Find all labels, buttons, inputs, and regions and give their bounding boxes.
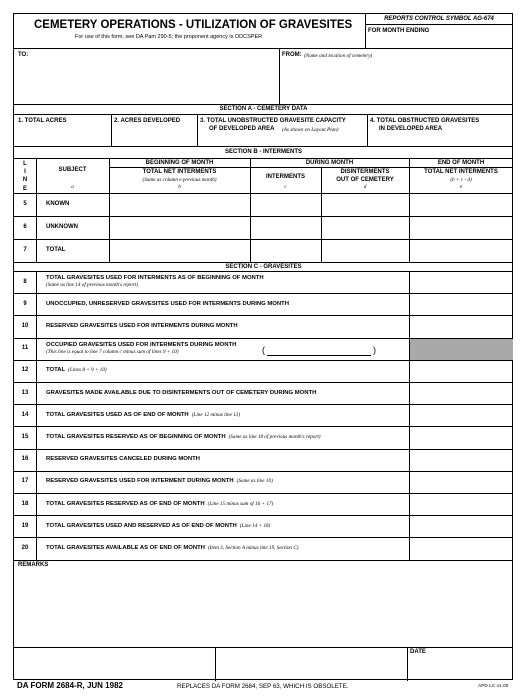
row-label-text: UNOCCUPIED, UNRESERVED GRAVESITES USED FOR INTERMENTS DURING MONTH [46,300,289,307]
total-net-interments-b: TOTAL NET INTERMENTS [142,169,217,175]
row-label-text: TOTAL GRAVESITES USED AS OF END OF MONTH [46,411,189,418]
reports-control-symbol: REPORTS CONTROL SYMBOL AG-674 [384,16,494,22]
section-b-title: SECTION B - INTERMENTS [224,149,302,155]
line-column-header [14,160,36,193]
gravesite-row-20 [14,537,513,559]
row-label-text: TOTAL GRAVESITES USED AND RESERVED AS OF END OF MONTH [46,522,237,529]
gravesite-row-16 [14,449,513,471]
line-number: 15 [21,433,29,440]
gravesite-row-12 [14,360,513,382]
known-col-e-field[interactable] [411,195,511,214]
signature-field[interactable] [16,656,213,679]
known-col-b-field[interactable] [111,195,248,214]
gravesite-row-17 [14,471,513,493]
row-label [46,434,321,440]
during-month-header: DURING MONTH [305,160,354,166]
line-number: 14 [21,411,29,418]
from-hint: (Name and location of cemetery) [304,52,373,59]
capacity-hint: (As shown on Layout Plan) [282,126,339,133]
table-row-7 [14,239,513,262]
line-letter: I [24,169,26,176]
row-label [46,545,299,551]
line-number: 13 [21,389,29,396]
unknown-col-b-field[interactable] [111,218,248,237]
beginning-of-month-header: BEGINNING OF MONTH [145,160,214,166]
shaded-cell [410,339,513,360]
gravesite-row-14 [14,404,513,426]
line-number: 6 [23,224,27,230]
line-number: 16 [21,456,29,463]
gravesite-row-13 [14,382,513,404]
formula-e: (b + c - d) [450,177,472,183]
row-label [46,323,238,329]
row-subject: TOTAL [46,247,66,253]
row-label-text: GRAVESITES MADE AVAILABLE DUE TO DISINTERMENTS OUT OF CEMETERY DURING MONTH [46,389,317,396]
row-subject: KNOWN [46,201,70,207]
total-acres-label: 1. TOTAL ACRES [18,118,67,124]
line-18-value-field[interactable] [411,495,511,513]
line-number: 12 [21,367,29,374]
gravesite-row-8 [14,271,513,293]
line-10-value-field[interactable] [411,317,511,335]
for-month-ending-field[interactable] [366,36,512,47]
line-19-value-field[interactable] [411,517,511,535]
unknown-col-e-field[interactable] [411,218,511,237]
row-label [46,523,270,529]
row-label [46,456,200,462]
form-number: DA FORM 2684-R, JUN 1982 [17,681,123,690]
total-col-e-field[interactable] [411,241,511,260]
line-12-value-field[interactable] [411,362,511,380]
line-number: 5 [23,201,27,207]
table-row-5 [14,193,513,216]
disinterments-header-2: OUT OF CEMETERY [336,177,394,183]
col-b-letter: b [178,184,181,190]
known-col-c-field[interactable] [252,195,319,214]
row-label-text: TOTAL [46,367,66,374]
line-number: 18 [21,500,29,507]
total-net-interments-e: TOTAL NET INTERMENTS [424,169,498,175]
for-month-ending-label: FOR MONTH ENDING [368,28,430,34]
row-label-text: RESERVED GRAVESITES CANCELED DURING MONTH [46,456,200,463]
form-title: CEMETERY OPERATIONS - UTILIZATION OF GRAVESITES [34,19,353,31]
line-13-value-field[interactable] [411,384,511,402]
line-number: 8 [23,278,27,285]
row-note: (Line 12 minus line 13) [191,411,241,418]
date-field[interactable] [409,656,511,679]
known-col-d-field[interactable] [323,195,407,214]
line-number: 17 [21,478,29,485]
version-label: APD LC v1.00 [478,684,509,689]
section-a-title: SECTION A - CEMETERY DATA [219,106,308,112]
line-number: 11 [21,345,29,352]
acres-developed-label: 2. ACRES DEVELOPED [114,118,181,124]
unknown-col-d-field[interactable] [323,218,407,237]
interments-header: INTERMENTS [266,174,305,180]
row-note: (Same as line 10) [236,478,273,485]
row-label [46,478,273,484]
row-label-text: OCCUPIED GRAVESITES USED FOR INTERMENTS DURING MONTH [46,341,237,348]
gravesite-row-9 [14,293,513,315]
row-label [46,301,289,307]
row-label [46,367,107,373]
line-15-value-field[interactable] [411,428,511,446]
paren-close: ) [373,345,376,355]
disinterments-header-1: DISINTERMENTS [340,169,390,175]
row-note: (Same as line 14 of previous month's report) [46,282,138,288]
remarks-label: REMARKS [18,562,49,568]
capacity-field[interactable] [199,134,365,145]
acres-developed-field[interactable] [113,134,195,145]
line-14-value-field[interactable] [411,406,511,424]
obstructed-label-line1: 4. TOTAL OBSTRUCTED GRAVESITES [370,118,480,124]
form-container [13,13,513,680]
row-label [46,390,316,396]
total-col-b-field[interactable] [111,241,248,260]
total-col-d-field[interactable] [323,241,407,260]
row-note: (Lines 8 + 9 + 10) [68,367,107,374]
from-field[interactable] [282,60,511,102]
row-note: (Same as line 18 of previous month's report) [228,433,321,440]
row-subject: UNKNOWN [46,224,78,230]
date-label: DATE [410,649,426,655]
occupied-gravesites-field[interactable] [267,345,371,356]
line-letter: N [22,177,28,184]
row-note: (Item 3, Section A minus line 19, Section C) [207,544,299,551]
col-e-letter: e [459,184,463,190]
row-label-text: RESERVED GRAVESITES USED FOR INTERMENT DURING MONTH [46,478,234,485]
gravesite-row-19 [14,515,513,537]
row-label-text: TOTAL GRAVESITES USED FOR INTERMENTS AS OF BEGINNING OF MONTH [46,275,264,281]
line-number: 19 [21,522,29,529]
table-row-6 [14,216,513,239]
col-d-letter: d [363,184,367,190]
from-label: FROM: [282,52,302,58]
line-16-value-field[interactable] [411,451,511,469]
paren-open: ( [262,345,265,355]
line-9-value-field[interactable] [411,295,511,313]
end-of-month-header: END OF MONTH [437,160,485,166]
line-number: 9 [23,300,27,307]
row-note: (This line is equal to line 7 column c minus sum of lines 9 + 10) [46,348,179,355]
col-a-letter: a [71,184,74,190]
to-field[interactable] [16,60,276,102]
row-label-text: TOTAL GRAVESITES RESERVED AS OF END OF MONTH [46,500,205,507]
line-letter: L [23,161,27,167]
total-col-c-field[interactable] [252,241,319,260]
total-acres-field[interactable] [16,134,109,145]
row-label-text: TOTAL GRAVESITES RESERVED AS OF BEGINNING OF MONTH [46,433,226,440]
unknown-col-c-field[interactable] [252,218,319,237]
subject-header: SUBJECT [58,167,87,173]
remarks-field[interactable] [17,570,510,645]
gravesite-row-18 [14,493,513,515]
line-number: 7 [23,247,27,253]
same-as-prev-hint: (Same as column e previous month) [142,177,217,183]
gravesite-row-10 [14,315,513,337]
row-label [46,501,273,507]
line-number: 20 [21,544,29,551]
row-label [46,412,240,418]
row-label [46,342,236,355]
name-title-field[interactable] [217,656,405,679]
capacity-label-line2: OF DEVELOPED AREA [209,126,275,132]
row-note: (Line 15 minus sum of 16 + 17) [207,500,274,507]
col-c-letter: c [284,184,287,190]
line-letter: E [22,185,27,192]
gravesite-row-15 [14,426,513,448]
line-17-value-field[interactable] [411,473,511,491]
row-note: (Line 14 + 18) [239,522,271,529]
section-c-title: SECTION C - GRAVESITES [225,263,302,270]
row-label [46,275,264,288]
line-number: 10 [21,322,29,329]
line-20-value-field[interactable] [411,539,511,557]
row-label-text: TOTAL GRAVESITES AVAILABLE AS OF END OF MONTH [46,544,205,551]
row-label-text: RESERVED GRAVESITES USED FOR INTERMENTS DURING MONTH [46,322,238,329]
obstructed-label-line2: IN DEVELOPED AREA [379,126,443,132]
obstructed-field[interactable] [369,134,511,145]
replaces-notice: REPLACES DA FORM 2684, SEP 63, WHICH IS OBSOLETE. [177,683,349,690]
line-8-value-field[interactable] [411,273,511,291]
to-label: TO: [18,52,29,58]
form-subtitle: For use of this form, see DA Pam 290-5; the proponent agency is ODCSPER [75,34,263,40]
capacity-label-line1: 3. TOTAL UNOBSTRUCTED GRAVESITE CAPACITY [200,118,346,124]
